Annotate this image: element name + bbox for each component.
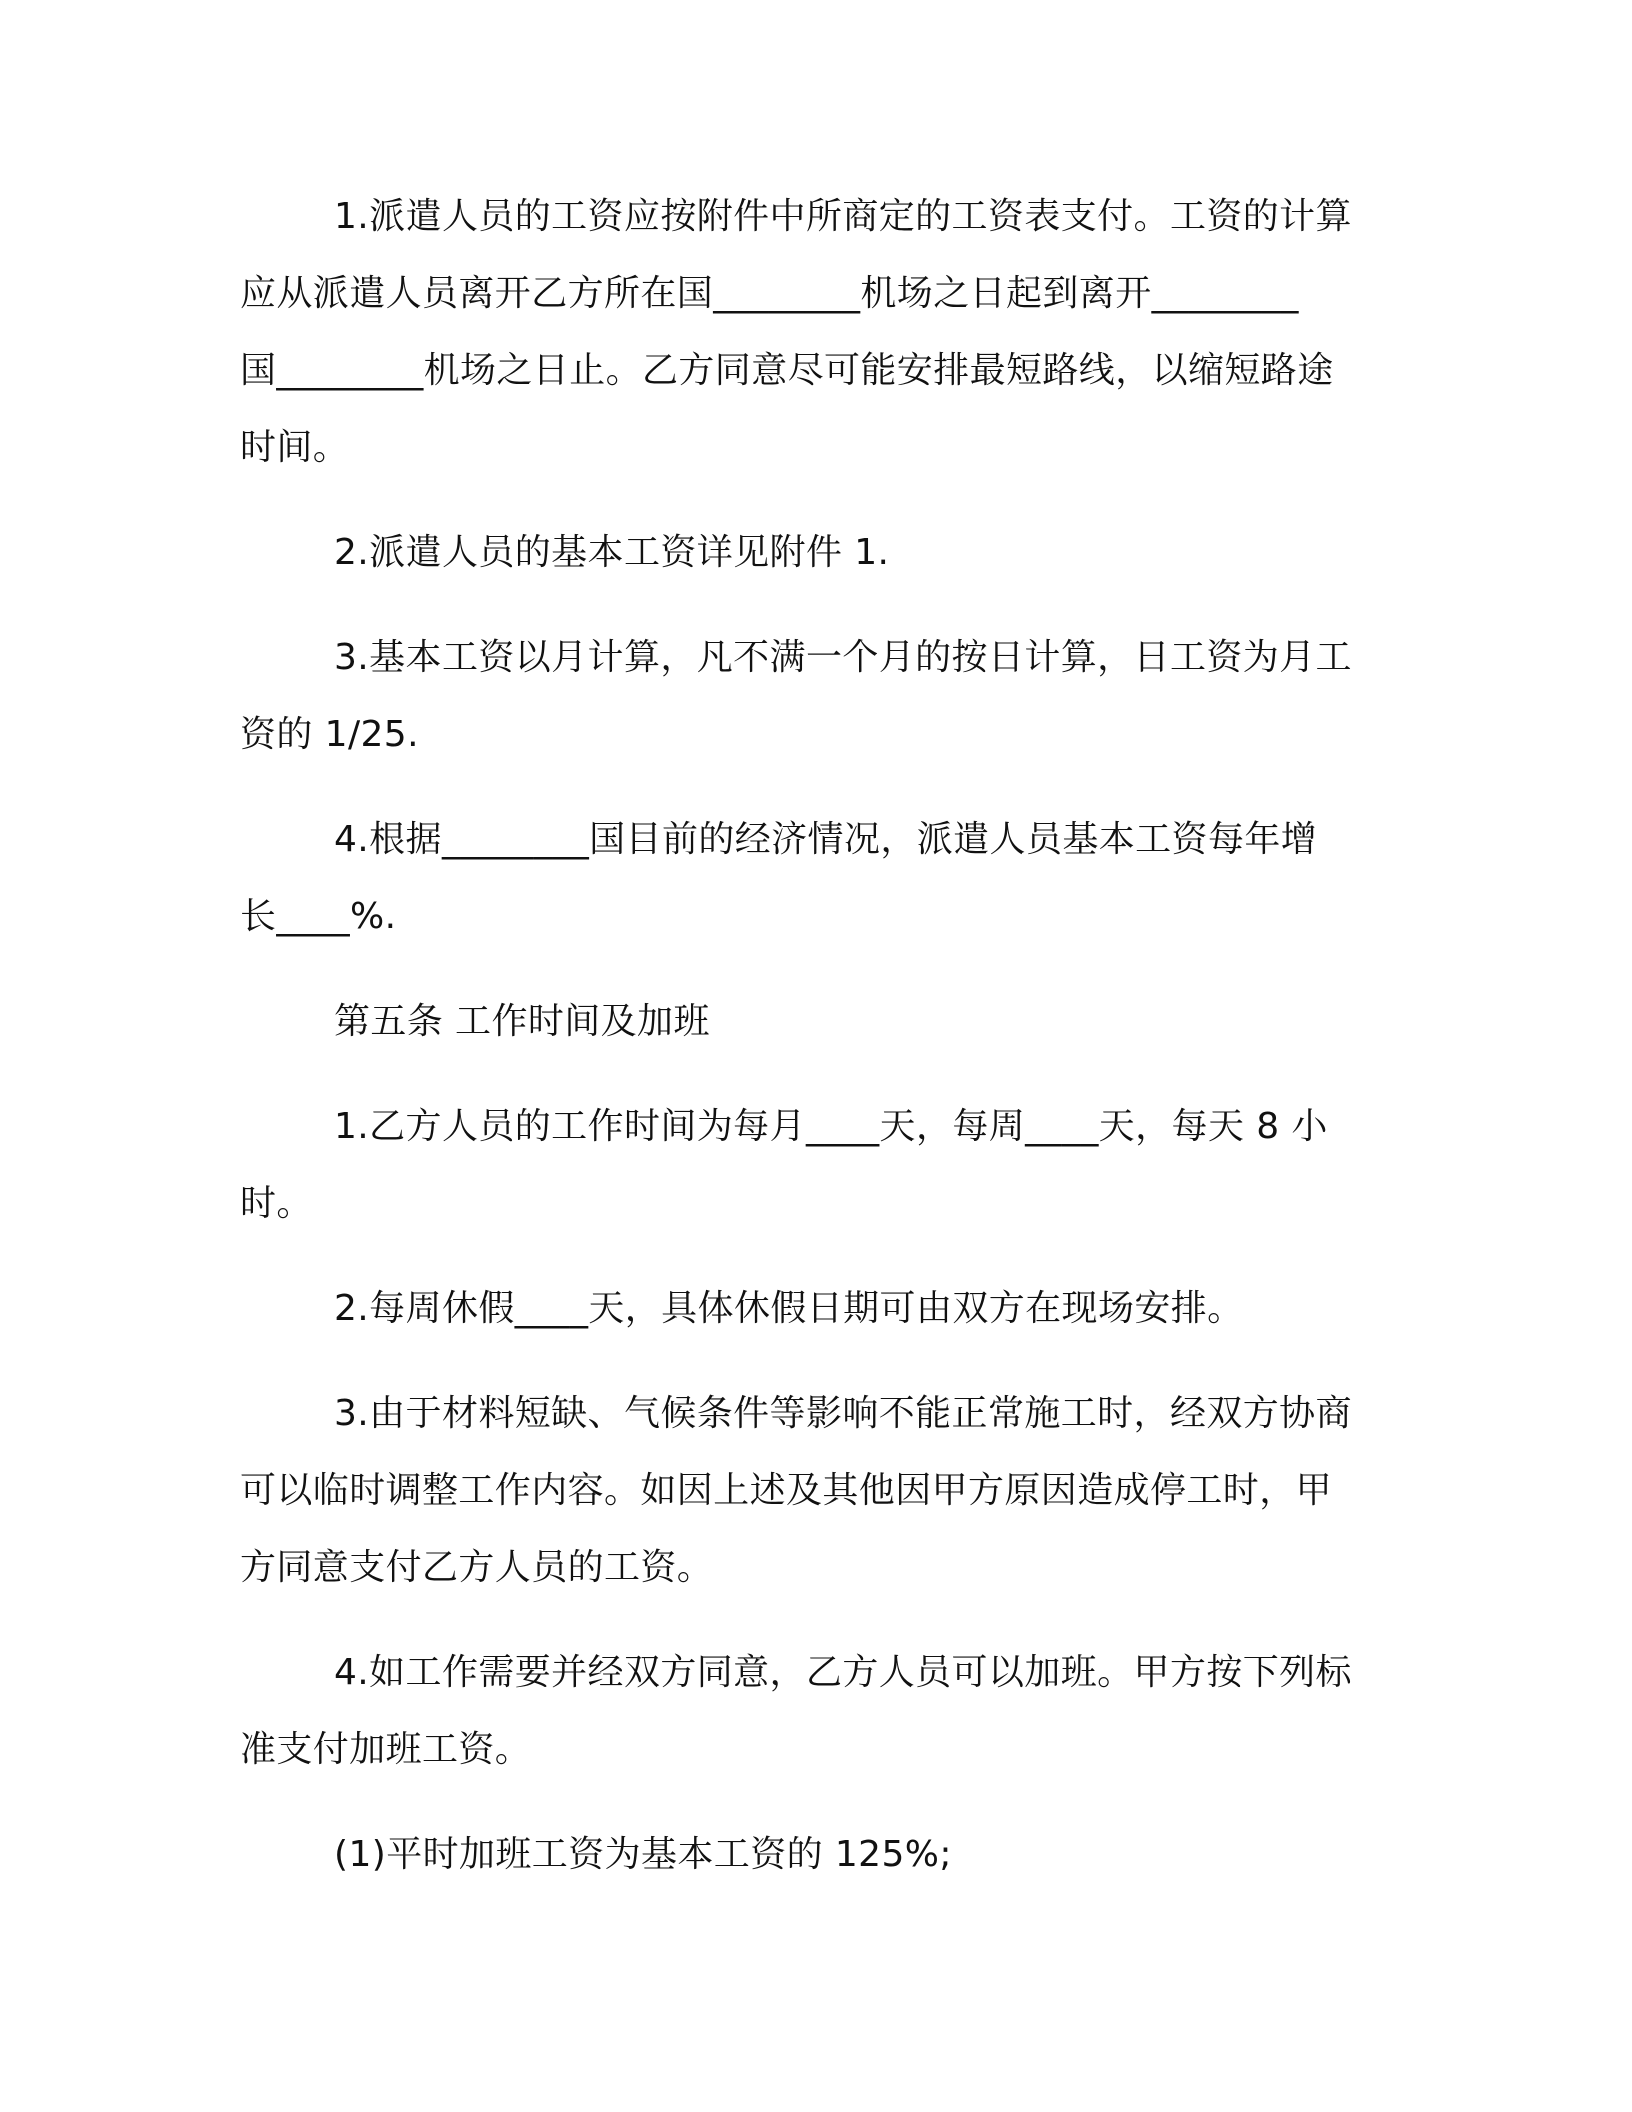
text-line: 1.乙方人员的工作时间为每月____天，每周____天，每天 8 小 (334, 1106, 1328, 1147)
text-line: 方同意支付乙方人员的工资。 (240, 1547, 714, 1588)
paragraph-weekly-leave (240, 1270, 1375, 1347)
paragraph-wage-calculation (240, 178, 1375, 486)
paragraph-monthly-calculation (240, 619, 1375, 773)
text-line: 国________机场之日止。乙方同意尽可能安排最短路线，以缩短路途 (240, 350, 1334, 391)
paragraph-overtime-rate (240, 1816, 1375, 1893)
document-body (240, 178, 1375, 1893)
text-line: 时间。 (240, 427, 350, 468)
paragraph-wage-growth (240, 801, 1375, 955)
paragraph-basic-wage (240, 514, 1375, 591)
paragraph-overtime (240, 1634, 1375, 1788)
paragraph-work-adjustment (240, 1375, 1375, 1606)
text-line: 3.由于材料短缺、气候条件等影响不能正常施工时，经双方协商 (334, 1393, 1352, 1434)
text-line: 4.根据________国目前的经济情况，派遣人员基本工资每年增 (334, 819, 1318, 860)
text-line: 4.如工作需要并经双方同意，乙方人员可以加班。甲方按下列标 (334, 1652, 1352, 1693)
section-heading: 第五条 工作时间及加班 (334, 1001, 710, 1042)
text-line: 1.派遣人员的工资应按附件中所商定的工资表支付。工资的计算 (334, 196, 1352, 237)
text-line: 2.每周休假____天，具体休假日期可由双方在现场安排。 (334, 1288, 1244, 1329)
text-line: 2.派遣人员的基本工资详见附件 1. (334, 532, 890, 573)
text-line: (1)平时加班工资为基本工资的 125%; (334, 1834, 952, 1875)
text-line: 时。 (240, 1183, 313, 1224)
text-line: 可以临时调整工作内容。如因上述及其他因甲方原因造成停工时，甲 (240, 1470, 1333, 1511)
text-line: 资的 1/25. (240, 714, 419, 755)
paragraph-working-hours (240, 1088, 1375, 1242)
text-line: 长____%. (240, 896, 397, 937)
section-heading-working-time (240, 983, 1375, 1060)
text-line: 应从派遣人员离开乙方所在国________机场之日起到离开________ (240, 273, 1299, 314)
text-line: 3.基本工资以月计算，凡不满一个月的按日计算，日工资为月工 (334, 637, 1352, 678)
text-line: 准支付加班工资。 (240, 1729, 532, 1770)
